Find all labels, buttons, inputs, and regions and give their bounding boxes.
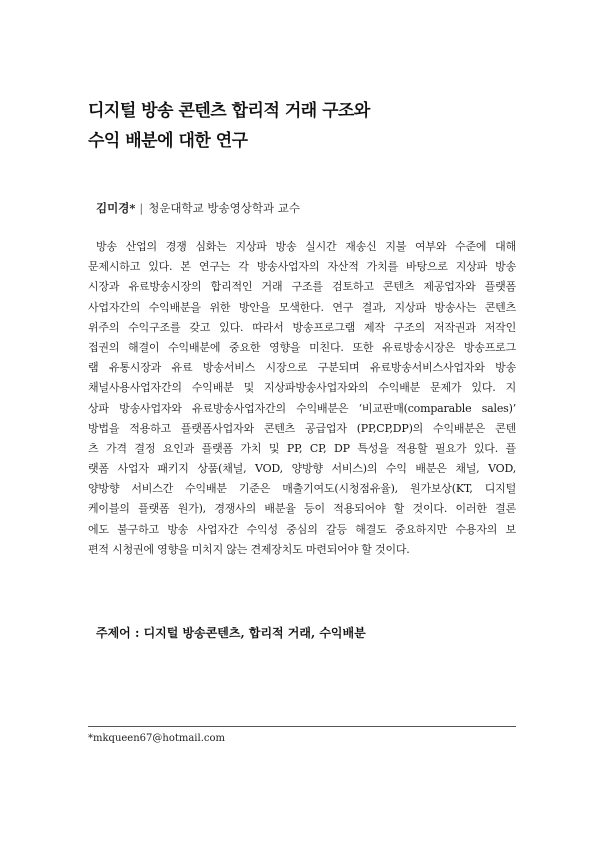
keywords-label: 주제어 : [96,626,140,640]
abstract [88,237,516,560]
abstract-line: 방송 산업의 경쟁 심화는 지상파 방송 실시간 재송신 지불 여부와 수준에 대해 [96,240,516,253]
abstract-line: 방법을 적용하고 플랫폼사업자와 콘텐츠 공급업자 (PP,CP,DP)의 수익배분은 콘텐 [88,421,516,435]
abstract-line: 위주의 수익구조를 갖고 있다. 따라서 방송프로그램 제작 구조의 저작권과 저작인 [88,320,516,334]
abstract-line: 채널사용사업자간의 수익배분 및 지상파방송사업자와의 수익배분 문제가 있다. 지 [88,381,516,395]
abstract-line: 사업자간의 수익배분을 위한 방안을 모색한다. 연구 결과, 지상파 방송사는 콘텐츠 [88,300,516,314]
author-separator: | [139,201,144,215]
keywords-terms: 디지털 방송콘텐츠, 합리적 거래, 수익배분 [143,626,366,640]
paper-title-line-1: 디지털 방송 콘텐츠 합리적 거래 구조와 [88,101,370,121]
abstract-line: 양방향 서비스간 수익배분 기준은 매출기여도(시청점유율), 원가보상(KT, 디지털 [88,482,516,496]
abstract-line: 랫폼 사업자 패키지 상품(채널, VOD, 양방향 서비스)의 수익 배분은 채널, VOD, [88,462,516,476]
abstract-line: 접권의 해결이 수익배분에 중요한 영향을 미친다. 또한 유료방송시장은 방송프로그 [88,340,516,354]
paper-title [88,96,528,156]
abstract-line: 케이블의 플랫폼 원가), 경쟁사의 배분율 등이 적용되어야 할 것이다. 이러한 결론 [88,502,516,516]
abstract-line: 상파 방송사업자와 유료방송사업자간의 수익배분은 ‘비교판매(comparable sales)’ [88,401,516,415]
abstract-line: 시장과 유료방송시장의 합리적인 거래 구조를 검토하고 콘텐츠 제공업자와 플랫폼 [88,280,516,294]
footnote-divider [88,726,516,727]
footnote-email: *mkqueen67@hotmail.com [88,733,225,744]
abstract-line: 편적 시청권에 영향을 미치지 않는 견제장치도 마련되어야 할 것이다. [88,542,410,556]
paper-title-line-2: 수익 배분에 대한 연구 [88,131,248,151]
keywords [96,624,366,641]
abstract-line: 문제시하고 있다. 본 연구는 각 방송사업자의 자산적 가치를 바탕으로 지상파 방송 [88,260,516,274]
abstract-line: 츠 가격 결정 요인과 플랫폼 가치 및 PP, CP, DP 특성을 적용할 필요가 있다. 플 [88,441,516,455]
abstract-line: 에도 불구하고 방송 사업자간 수익성 중심의 갈등 해결도 중요하지만 수용자의 보 [88,522,516,536]
abstract-line: 램 유통시장과 유료 방송서비스 시장으로 구분되며 유료방송서비스사업자와 방송 [88,361,516,375]
author-affiliation: 청운대학교 방송영상학과 교수 [148,201,300,215]
author-info [96,200,300,216]
author-name: 김미경* [96,201,136,215]
